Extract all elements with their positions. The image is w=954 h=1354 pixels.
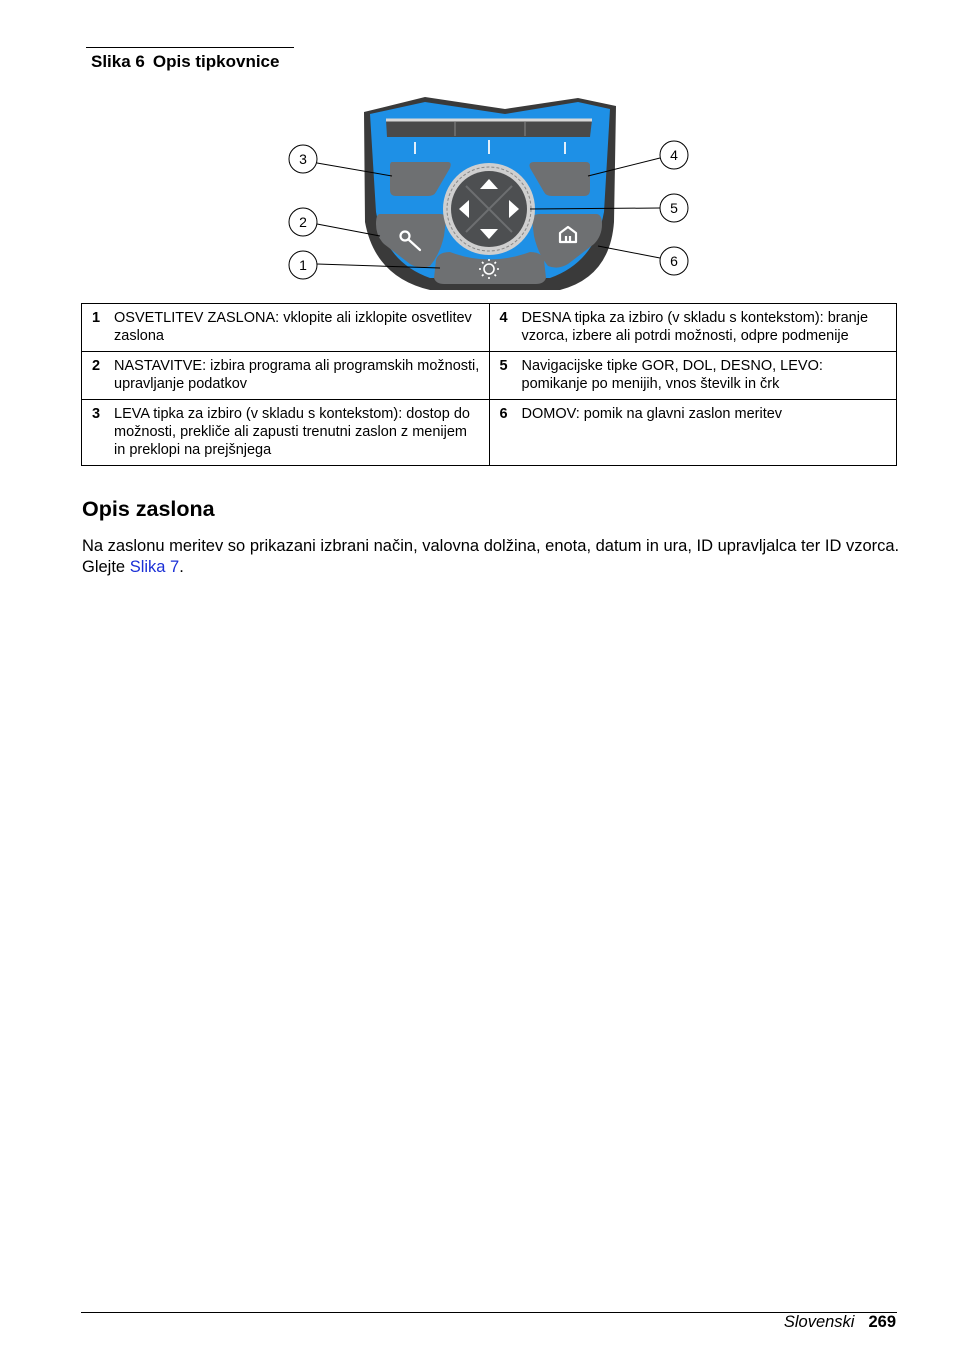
legend-text: DESNA tipka za izbiro (v skladu s kontekstom): branje vzorca, izbere ali potrdi možnosti, odpre podmenije (521, 310, 869, 344)
legend-text: Navigacijske tipke GOR, DOL, DESNO, LEVO: pomikanje po menijih, vnos številk in črk (521, 358, 823, 392)
legend-number: 6 (499, 406, 508, 422)
body-end: . (179, 558, 184, 576)
section-body (82, 536, 902, 578)
legend-number: 3 (92, 406, 101, 422)
figure-7-link[interactable]: Slika 7 (129, 558, 180, 576)
callout-number-6: 6 (670, 253, 678, 269)
table-row (82, 400, 897, 466)
callout-number-4: 4 (670, 147, 678, 163)
table-row (82, 352, 897, 400)
legend-cell (489, 304, 897, 352)
legend-cell (489, 352, 897, 400)
figure-caption-rule (86, 47, 294, 48)
leader-line-6 (598, 246, 660, 258)
display-edge-strip (386, 120, 592, 137)
callout-number-1: 1 (299, 257, 307, 273)
legend-number: 1 (92, 310, 101, 326)
legend-text: DOMOV: pomik na glavni zaslon meritev (521, 406, 783, 422)
legend-cell (82, 304, 490, 352)
callout-number-5: 5 (670, 200, 678, 216)
figure-label: Slika 6 (91, 52, 145, 71)
legend-cell (489, 400, 897, 466)
keypad-figure (200, 92, 780, 290)
legend-number: 5 (499, 358, 508, 374)
footer-rule (81, 1312, 897, 1313)
legend-number: 2 (92, 358, 101, 374)
legend-text: OSVETLITEV ZASLONA: vklopite ali izklopite osvetlitev zaslona (114, 310, 472, 344)
section-heading: Opis zaslona (82, 497, 215, 521)
legend-cell (82, 352, 490, 400)
figure-title: Opis tipkovnice (152, 52, 280, 71)
legend-text: LEVA tipka za izbiro (v skladu s kontekstom): dostop do možnosti, prekliče ali zapusti trenutni zaslon z menijem in preklopi na prejšnjega (114, 406, 470, 458)
legend-number: 4 (499, 310, 508, 326)
legend-text: NASTAVITVE: izbira programa ali programskih možnosti, upravljanje podatkov (114, 358, 480, 392)
legend-cell (82, 400, 490, 466)
figure-caption (91, 52, 279, 72)
callout-number-3: 3 (299, 151, 307, 167)
footer-language: Slovenski (783, 1313, 855, 1331)
legend-table (81, 303, 897, 466)
body-text: Na zaslonu meritev so prikazani izbrani način, valovna dolžina, enota, datum in ura, ID upravljalca ter ID vzorca. Glejte (82, 537, 900, 576)
page-number: 269 (868, 1313, 896, 1331)
page-footer (784, 1313, 896, 1332)
callout-number-2: 2 (299, 214, 307, 230)
table-row (82, 304, 897, 352)
